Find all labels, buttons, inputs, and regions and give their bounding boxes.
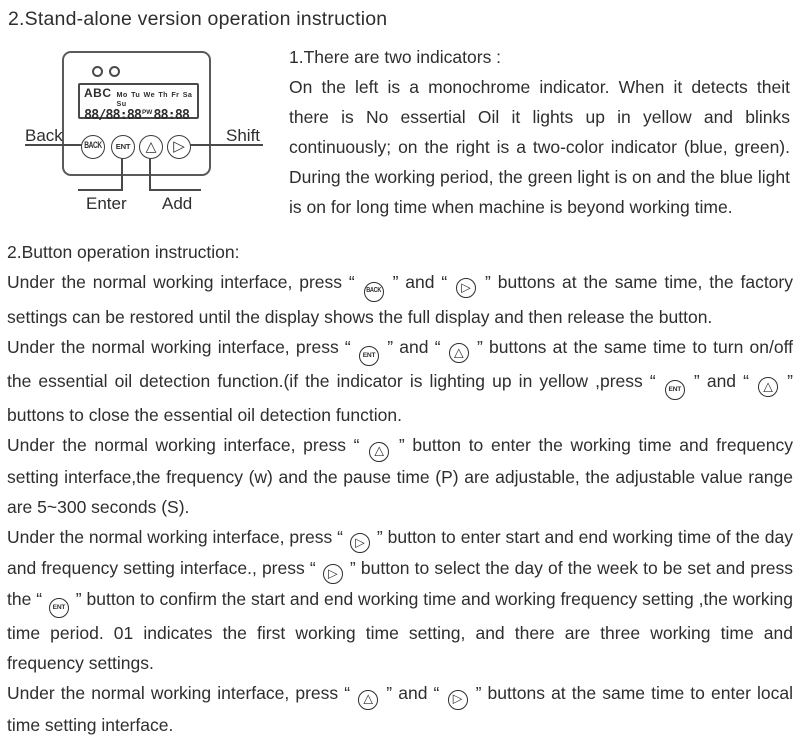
lcd-brand-text: ABC xyxy=(84,86,112,100)
lcd-weekday-labels: Mo Tu We Th Fr Sa Su xyxy=(116,90,193,108)
shift-button-icon: ▷ xyxy=(350,533,370,553)
add-button-icon: △ xyxy=(758,377,778,397)
back-button-icon: BACK xyxy=(81,135,105,159)
enter-button-icon: ENT xyxy=(111,135,135,159)
add-button-icon: △ xyxy=(449,343,469,363)
left-indicator-light-icon xyxy=(92,66,103,77)
add-callout-line-horizontal xyxy=(149,189,201,191)
lcd-time-digits: 88:88 xyxy=(153,107,189,123)
shift-button-icon: ▷ xyxy=(323,564,343,584)
enter-button-icon: ENT xyxy=(665,380,685,400)
add-callout-line-vertical xyxy=(149,158,151,191)
right-indicator-light-icon xyxy=(109,66,120,77)
lcd-digits-row xyxy=(84,107,194,123)
page-title: 2.Stand-alone version operation instruction xyxy=(8,8,388,30)
button-operation-section xyxy=(7,237,793,740)
paragraph-oil-detection: Under the normal working interface, press “ ENT ” and “ △ ” buttons at the same time to turn on/off the essential oil detection function.(if the indicator is lighting up in yellow ,press “ ENT ” and “ △ ” buttons to close the essential oil detection function. xyxy=(7,336,794,426)
back-button-icon: BACK xyxy=(364,282,384,302)
shift-button-icon: ▷ xyxy=(448,690,468,710)
enter-button-icon: ENT xyxy=(49,598,69,618)
shift-label: Shift xyxy=(226,126,261,145)
lcd-display xyxy=(78,83,199,123)
shift-button-icon: ▷ xyxy=(456,278,476,298)
indicators-body-text: On the left is a monochrome indicator. When it detects theit there is No essertial Oil it lights up in yellow and blinks continuously; on the right is a two-color indicator (blue, green). During the working period, the green light is on and the blue light is on for long time when machine is beyond working time. xyxy=(289,77,790,217)
paragraph-local-time-setting: Under the normal working interface, press “ △ ” and “ ▷ ” buttons at the same time to enter local time setting interface. xyxy=(7,683,793,735)
paragraph-working-time-setting: Under the normal working interface, press “ ▷ ” button to enter start and end working time of the day and frequency setting interface., press “ ▷ ” button to select the day of the week to be set and press the “ ENT ” button to confirm the start and end working time and working frequency setting ,the working time period. 01 indicates the first working time setting, and there are three working time and frequency settings. xyxy=(7,526,794,674)
paragraph-frequency-setting: Under the normal working interface, press “ △ ” button to enter the working time and frequency setting interface,the frequency (w) and the pause time (P) are adjustable, the adjustable value range are 5~300 seconds (S). xyxy=(7,435,794,517)
add-button-icon: △ xyxy=(139,135,163,159)
button-operation-heading: 2.Button operation instruction: xyxy=(7,242,240,262)
shift-button-icon: ▷ xyxy=(167,135,191,159)
indicators-section xyxy=(289,42,790,222)
paragraph-factory-reset: Under the normal working interface, press “ BACK ” and “ ▷ ” buttons at the same time, the factory settings can be restored until the display shows the full display and then release the button. xyxy=(7,272,793,327)
back-label: Back xyxy=(25,126,63,145)
lcd-pw-indicator: PW → xyxy=(142,109,153,121)
enter-callout-line-horizontal xyxy=(78,189,123,191)
add-label: Add xyxy=(162,194,193,213)
indicators-heading: 1.There are two indicators : xyxy=(289,47,502,67)
enter-button-icon: ENT xyxy=(359,346,379,366)
lcd-date-digits: 88/88:88 xyxy=(84,107,142,123)
add-button-icon: △ xyxy=(369,442,389,462)
enter-label: Enter xyxy=(86,194,127,213)
lcd-top-row xyxy=(84,86,194,108)
add-button-icon: △ xyxy=(358,690,378,710)
enter-callout-line-vertical xyxy=(121,158,123,191)
